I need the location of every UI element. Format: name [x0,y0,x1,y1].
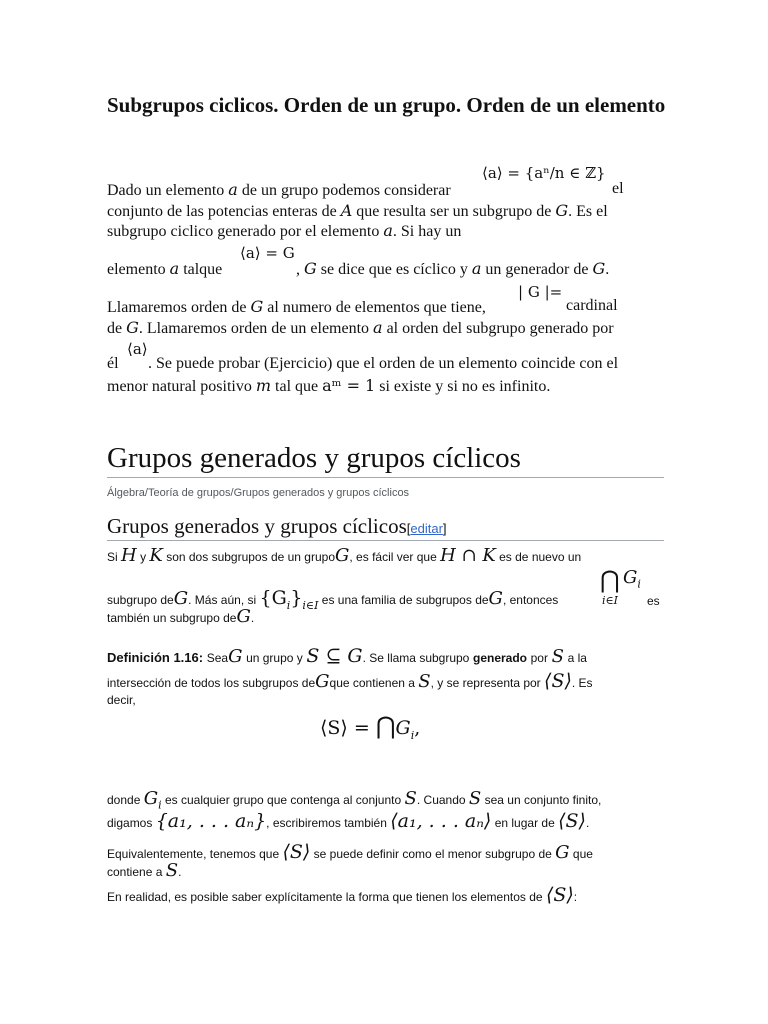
formula-angle-a: ⟨a⟩ [127,340,148,358]
var-S: S [418,671,431,692]
bracket: ] [442,521,447,536]
text: un generador de [485,261,589,278]
var-G: G [228,646,243,667]
paragraph-line [107,606,254,627]
var-S: S [468,788,482,809]
text: elemento [107,261,166,278]
edit-section [407,521,447,536]
text: Si [107,550,118,564]
subscript-i: i [286,598,291,612]
text: Sea [206,651,229,665]
var-a: a [228,180,238,199]
formula-am: aᵐ = 1 [322,376,376,395]
comma: , [414,717,421,739]
paragraph-line [107,201,608,221]
var-a: a [471,259,482,278]
var-a: a [373,318,383,337]
paragraph-line [107,545,581,566]
text: es cualquier grupo que contenga al conjunto [164,793,402,807]
var-G: G [488,588,503,609]
var-G: G [555,842,570,863]
var-G: G [250,297,264,316]
text: de [107,320,123,337]
text: a la [567,651,587,665]
formula-angle-S: ⟨S⟩ [544,670,572,692]
bigcap-symbol: ⋂ [375,712,396,740]
bracket: [ [406,521,411,536]
text: sea un conjunto finito, [484,793,602,807]
text: . Cuando [416,793,466,807]
formula-cyclic-subgroup: ⟨a⟩ = {aⁿ/n ∈ ℤ} [482,164,606,182]
text: . Llamaremos orden de un elemento [138,320,370,337]
text: . Es el [568,203,608,220]
text: , y se representa por [430,676,541,690]
paragraph-line [107,788,601,812]
definition-label: Definición 1.16: [107,650,204,665]
section-heading [107,514,447,539]
text: , es fácil ver que [349,550,437,564]
text: , escribiremos también [266,816,387,830]
var-Gi [623,567,641,591]
text: , [296,261,300,278]
var-G: G [236,606,251,627]
bold-term: generado [472,651,527,665]
set-open: {G [259,587,287,609]
var-S: S [551,646,564,667]
definition-line [107,645,587,667]
text: . Más aún, si [188,593,257,607]
text: menor natural positivo [107,378,252,395]
var-G: G [592,259,606,278]
formula-angle-S: ⟨S⟩ [282,841,311,863]
paragraph-line [107,670,593,692]
text: Equivalentemente, tenemos que [107,847,280,861]
var-G: G [304,259,317,278]
subscript-index: i∈I [302,598,319,612]
page-heading: Grupos generados y grupos cíclicos [107,442,521,474]
var-G: G [315,671,330,692]
display-equation [320,712,420,742]
formula-finite-set: {a₁, . . . aₙ} [155,810,267,832]
paragraph-line [107,810,589,832]
paragraph-line [296,259,609,279]
text: también un subgrupo de [107,611,237,625]
text: de un grupo podemos considerar [241,182,451,199]
text: es una familia de subgrupos de [321,593,489,607]
var-G: G [143,788,159,809]
text: talque [183,261,223,278]
text: decir, [107,693,136,707]
lhs: ⟨S⟩ = [320,717,370,739]
text: es [647,594,660,608]
subscript-i: i [158,798,162,812]
var-G: G [623,567,638,588]
text: Llamaremos orden de [107,299,247,316]
var-G: G [173,588,189,609]
formula-angle-set: ⟨a₁, . . . aₙ⟩ [390,810,492,832]
paragraph-line [107,884,577,906]
var-G: G [555,201,569,220]
text: es de nuevo un [499,550,582,564]
text: conjunto de las potencias enteras de [107,203,337,220]
text: . [605,261,610,278]
formula-family [259,587,319,612]
text: tal que [275,378,319,395]
breadcrumb: Álgebra/Teoría de grupos/Grupos generados y grupos cíclicos [107,487,410,499]
text: él [107,355,119,372]
text: . Se puede probar (Ejercicio) que el orden de un elemento coincide con el [148,355,619,372]
text: digamos [107,816,153,830]
var-S: S [404,788,417,809]
text: que resulta ser un subgrupo de [356,203,552,220]
formula-angle-S: ⟨S⟩ [545,884,574,906]
text: al numero de elementos que tiene, [267,299,486,316]
text: contiene a [107,865,163,879]
var-K: K [149,545,163,566]
var-a: a [383,221,393,240]
bigcap-symbol: ⋂ [600,566,620,594]
paragraph-line [107,221,461,241]
text: donde [107,793,141,807]
var-A: A [340,201,353,220]
var-G: G [126,318,139,337]
text: en lugar de [494,816,555,830]
set-close: } [290,587,303,609]
text: intersección de todos los subgrupos de [107,676,316,690]
var-a: a [169,259,180,278]
paragraph-line [107,297,486,317]
text: En realidad, es posible saber explícitamente la forma que tienen los elementos de [107,890,543,904]
formula-subset: S ⊆ G [306,645,363,667]
text: se puede definir como el menor subgrupo de [313,847,552,861]
text: y [140,550,147,564]
var-Gi [143,788,162,812]
text: el [612,180,624,197]
heading-divider [107,477,664,478]
text: . [250,611,255,625]
text: son dos subgrupos de un grupo [166,550,335,564]
text: cardinal [566,297,618,314]
text: . [585,816,590,830]
paragraph-line [107,318,614,338]
var-G: G [395,717,411,739]
subscript-i: i [410,728,415,742]
text: que [572,847,593,861]
section-title: Subgrupos ciclicos. Orden de un grupo. Orden de un elemento [107,93,666,117]
paragraph-line [107,860,181,881]
text: un grupo y [246,651,303,665]
text: , entonces [502,593,559,607]
text: . Se llama subgrupo [362,651,470,665]
formula-intersection: H ∩ K [440,545,496,566]
text: si existe y si no es infinito. [379,378,551,395]
text: se dice que es cíclico y [320,261,468,278]
text: Dado un elemento [107,182,225,199]
section-divider [107,540,664,541]
var-S: S [165,860,179,881]
paragraph-line [107,259,222,279]
text: por [530,651,548,665]
text: subgrupo de [107,593,174,607]
subscript-i: i [637,577,641,591]
edit-link[interactable]: editar [410,521,443,536]
bigcap-subscript: i∈I [602,594,619,607]
section-heading-text: Grupos generados y grupos cíclicos [107,514,407,538]
text: subgrupo ciclico generado por el elemento [107,223,380,240]
text: que contienen a [329,676,415,690]
text: . [178,865,182,879]
var-G: G [335,545,350,566]
paragraph-line [107,180,451,200]
paragraph-line [107,376,550,396]
text: . Es [571,676,593,690]
var-H: H [121,545,137,566]
text: . Si hay un [392,223,462,240]
text: : [573,890,578,904]
formula-order: | G |= [518,283,563,301]
var-m: m [255,376,272,395]
formula-angle-S: ⟨S⟩ [558,810,586,832]
formula-generator: ⟨a⟩ = G [240,244,295,262]
text: al orden del subgrupo generado por [386,320,614,337]
